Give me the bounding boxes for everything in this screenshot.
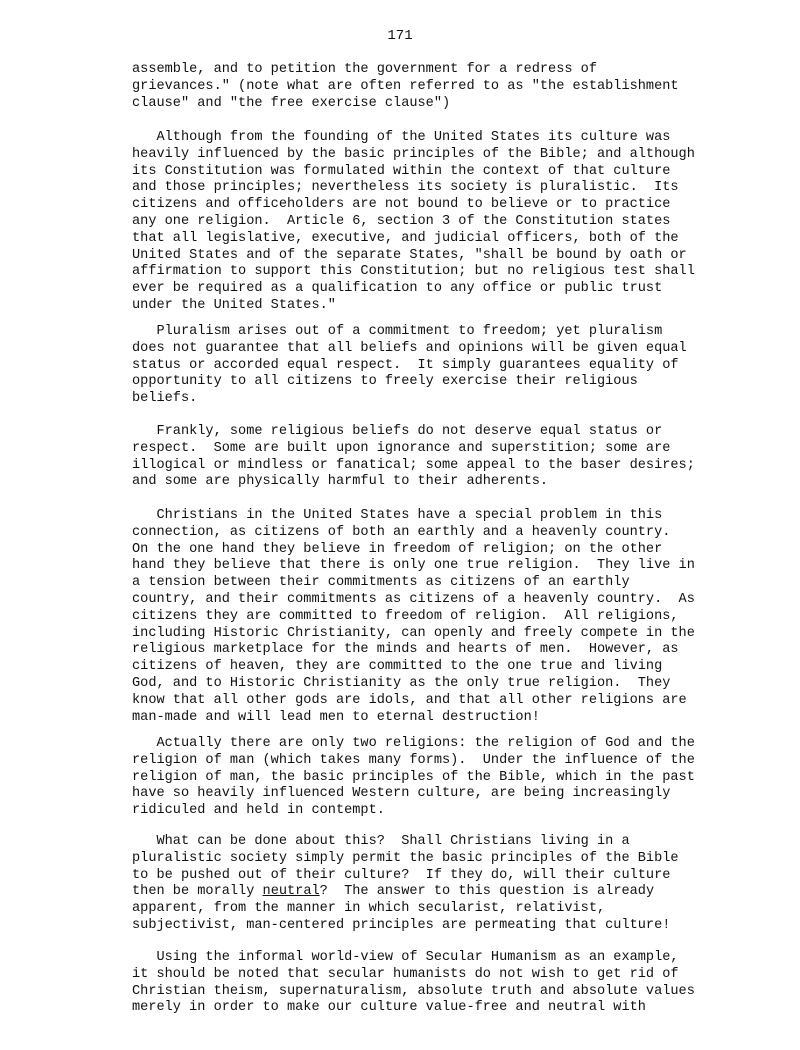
text-line: respect. Some are built upon ignorance and superstition; some are: [132, 440, 671, 456]
underlined-word: neutral: [262, 884, 320, 900]
text-line: including Historic Christianity, can openly and freely compete in the: [132, 625, 695, 641]
text-line: assemble, and to petition the government for a redress of: [132, 62, 597, 77]
text-line: illogical or mindless or fanatical; some appeal to the baser desires;: [132, 457, 695, 473]
text-line: grievances." (note what are often referred to as "the establishment: [132, 78, 679, 94]
text-line: ridiculed and held in contempt.: [132, 803, 385, 819]
text-line: to be pushed out of their culture? If they do, will their culture: [132, 867, 671, 883]
text-fragment: ? The answer to this question is already: [319, 884, 655, 900]
text-line: connection, as citizens of both an earthly and a heavenly country.: [132, 524, 671, 540]
paragraph-6: [132, 736, 752, 820]
paragraph-8: [132, 950, 752, 1017]
text-line: pluralistic society simply permit the basic principles of the Bible: [132, 850, 679, 866]
text-line: citizens and officeholders are not bound to believe or to practice: [132, 197, 671, 213]
text-line: God, and to Historic Christianity as the only true religion. They: [132, 675, 671, 691]
text-line: that all legislative, executive, and judicial officers, both of the: [132, 230, 679, 246]
text-line: religious marketplace for the minds and hearts of men. However, as: [132, 642, 679, 658]
text-line: Actually there are only two religions: the religion of God and the: [132, 736, 695, 751]
page-number: 171: [387, 28, 413, 44]
paragraph-4: [132, 424, 752, 491]
text-line: any one religion. Article 6, section 3 of the Constitution states: [132, 213, 671, 229]
text-line: Christians in the United States have a special problem in this: [132, 508, 663, 523]
text-line: Christian theism, supernaturalism, absolute truth and absolute values: [132, 983, 695, 999]
text-line: ever be required as a qualification to any office or public trust: [132, 281, 663, 297]
text-line: citizens of heaven, they are committed to the one true and living: [132, 659, 663, 675]
paragraph-5: [132, 508, 752, 726]
text-line: Pluralism arises out of a commitment to freedom; yet pluralism: [132, 324, 663, 339]
text-line: status or accorded equal respect. It simply guarantees equality of: [132, 357, 679, 373]
text-line: Using the informal world-view of Secular Humanism as an example,: [132, 950, 679, 965]
text-line: country, and their commitments as citizens of a heavenly country. As: [132, 591, 695, 607]
text-line: man-made and will lead men to eternal destruction!: [132, 709, 540, 725]
text-line: clause" and "the free exercise clause"): [132, 95, 451, 111]
text-line: Frankly, some religious beliefs do not deserve equal status or: [132, 424, 663, 439]
text-line: heavily influenced by the basic principles of the Bible; and although: [132, 146, 695, 162]
text-line: its Constitution was formulated within the context of that culture: [132, 163, 671, 179]
text-line: hand they believe that there is only one true religion. They live in: [132, 558, 695, 574]
text-line: What can be done about this? Shall Christians living in a: [132, 834, 630, 849]
text-line: merely in order to make our culture value-free and neutral with: [132, 1000, 646, 1016]
text-line: and some are physically harmful to their adherents.: [132, 474, 549, 490]
text-line: affirmation to support this Constitution; but no religious test shall: [132, 264, 695, 280]
text-line: subjectivist, man-centered principles are permeating that culture!: [132, 917, 671, 933]
text-line: under the United States.": [132, 297, 336, 313]
text-line: have so heavily influenced Western culture, are being increasingly: [132, 786, 671, 802]
text-line: opportunity to all citizens to freely exercise their religious: [132, 374, 638, 390]
text-line: does not guarantee that all beliefs and opinions will be given equal: [132, 340, 687, 356]
text-line: On the one hand they believe in freedom of religion; on the other: [132, 541, 663, 557]
text-line: United States and of the separate States, "shall be bound by oath or: [132, 247, 687, 263]
text-line: a tension between their commitments as citizens of an earthly: [132, 575, 630, 591]
text-line: citizens they are committed to freedom of religion. All religions,: [132, 608, 679, 624]
text-line: know that all other gods are idols, and that all other religions are: [132, 692, 687, 708]
paragraph-2: [132, 130, 752, 315]
text-line-with-emphasis: [132, 884, 752, 901]
paragraph-7: [132, 834, 752, 935]
text-line: and those principles; nevertheless its society is pluralistic. Its: [132, 180, 679, 196]
text-fragment: then be morally: [132, 884, 263, 900]
text-line: it should be noted that secular humanists do not wish to get rid of: [132, 966, 679, 982]
text-line: Although from the founding of the United States its culture was: [132, 130, 671, 145]
text-line: religion of man, the basic principles of the Bible, which in the past: [132, 769, 695, 785]
text-line: religion of man (which takes many forms). Under the influence of the: [132, 752, 695, 768]
paragraph-1: [132, 62, 752, 112]
text-line: apparent, from the manner in which secularist, relativist,: [132, 901, 606, 917]
text-line: beliefs.: [132, 391, 198, 407]
paragraph-3: [132, 324, 752, 408]
